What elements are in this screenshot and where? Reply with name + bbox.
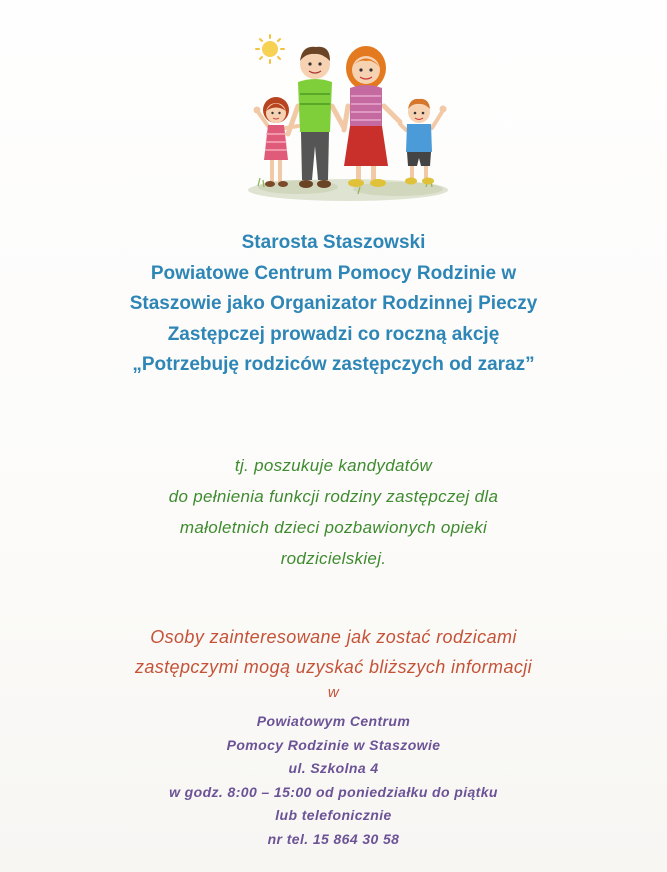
heading-line-1: Starosta Staszowski [241,232,426,253]
invitation-line-2: zastępczymi mogą uzyskać bliższych informacji [134,657,533,677]
heading-line-2: Powiatowe Centrum Pomocy Rodzinie w [150,262,517,284]
contact-address: ul. Szkolna 4 [288,760,379,776]
heading-line-4: Zastępczej prowadzi co roczną akcję [167,323,500,345]
contact-phone-label: lub telefonicznie [275,807,392,823]
campaign-title: „Potrzebuję rodziców zastępczych od zaraz” [132,354,535,375]
contact-phone-number: nr tel. 15 864 30 58 [267,830,400,847]
intro-line-3: małoletnich dzieci pozbawionych opieki [179,518,488,537]
intro-text [0,450,667,574]
intro-line-1: tj. poszukuje kandydatów [234,456,433,475]
invitation-line-1: Osoby zainteresowane jak zostać rodzicami [150,627,517,647]
boy-figure [400,99,447,185]
sun-icon [256,35,284,63]
contact-office-2: Pomocy Rodzinie w Staszowie [226,736,441,753]
organizer-heading [0,228,667,381]
intro-line-2: do pełnienia funkcji rodziny zastępczej dla [168,487,499,506]
invitation-text [0,622,667,704]
father-figure [288,47,344,188]
family-illustration [238,34,453,206]
contact-info [0,710,667,851]
invitation-line-3: w [327,684,340,701]
contact-hours: w godz. 8:00 – 15:00 od poniedziałku do piątku [169,783,498,800]
contact-office: Powiatowym Centrum [256,713,411,729]
girl-figure [254,97,299,187]
mother-figure [344,46,400,187]
heading-line-3: Staszowie jako Organizator Rodzinnej Pieczy [129,293,538,314]
intro-line-4: rodzicielskiej. [280,549,387,568]
